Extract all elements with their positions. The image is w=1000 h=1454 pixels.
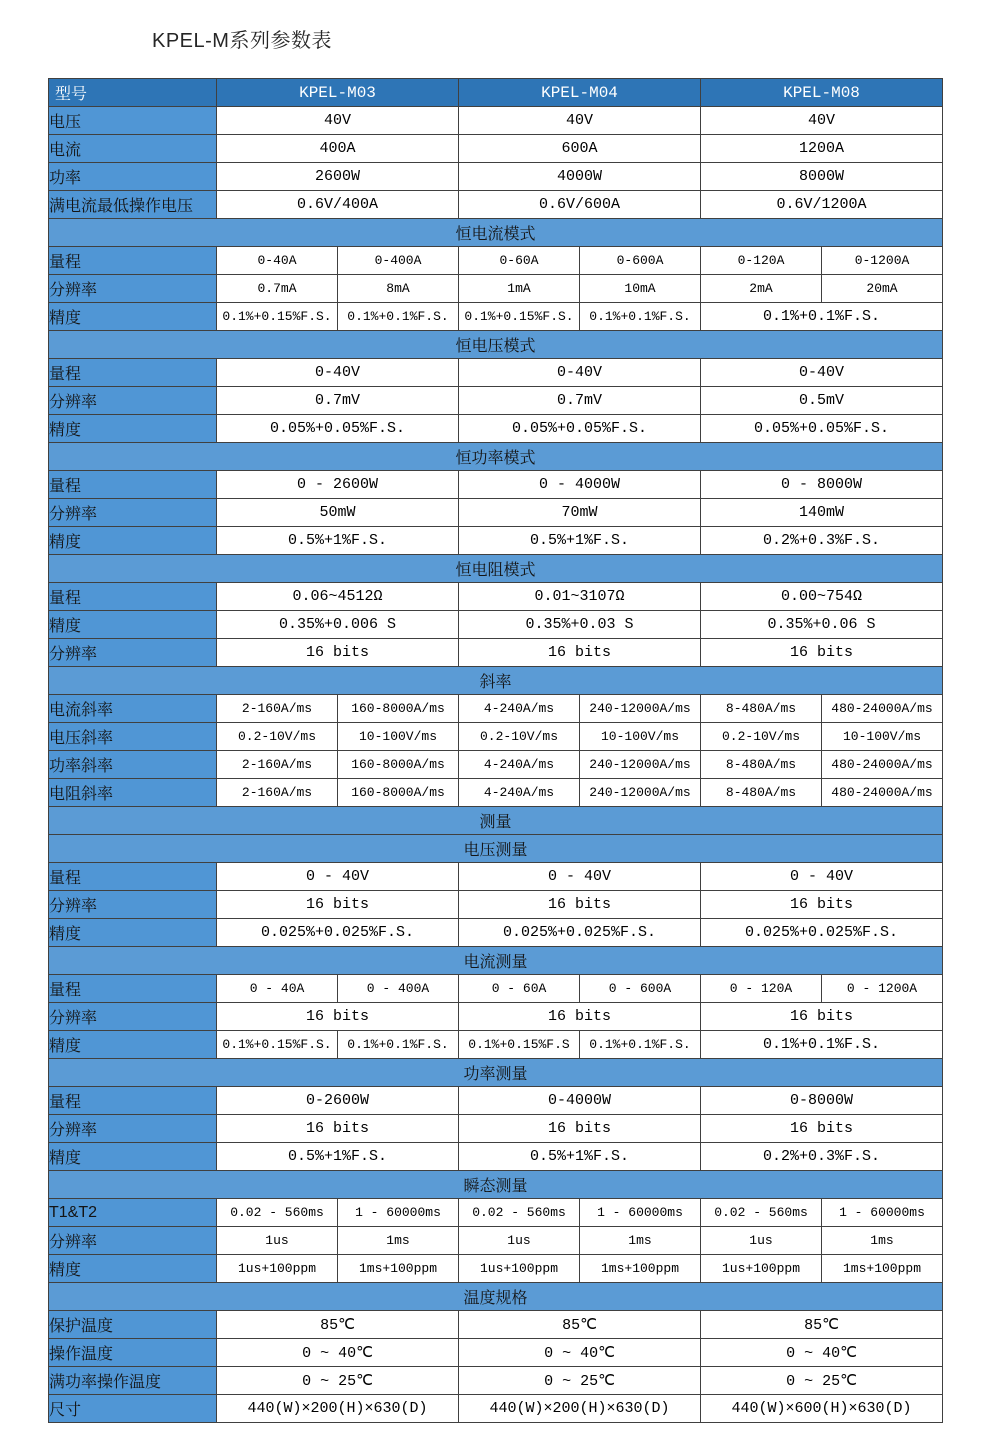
cell-value: 0.7mV bbox=[459, 387, 701, 415]
cell-value: 0 - 120A bbox=[701, 975, 822, 1003]
cell-value: 0.02 - 560ms bbox=[217, 1199, 338, 1227]
cell-value: 0-40V bbox=[459, 359, 701, 387]
table-row bbox=[49, 975, 943, 1003]
table-row bbox=[49, 1395, 943, 1423]
row-label: 电压 bbox=[49, 107, 217, 135]
table-row bbox=[49, 1227, 943, 1255]
cell-value: 20mA bbox=[822, 275, 943, 303]
cell-value: 10-100V/ms bbox=[580, 723, 701, 751]
cell-value: 0.1%+0.15%F.S. bbox=[459, 303, 580, 331]
cell-value: 1us bbox=[217, 1227, 338, 1255]
cell-value: 0-120A bbox=[701, 247, 822, 275]
cell-value: 85℃ bbox=[217, 1311, 459, 1339]
cell-value: 16 bits bbox=[217, 639, 459, 667]
cell-value: 480-24000A/ms bbox=[822, 695, 943, 723]
row-label: 操作温度 bbox=[49, 1339, 217, 1367]
cell-value: 1us+100ppm bbox=[701, 1255, 822, 1283]
cell-value: 1ms+100ppm bbox=[580, 1255, 701, 1283]
cell-value: 0.2-10V/ms bbox=[217, 723, 338, 751]
cell-value: 160-8000A/ms bbox=[338, 779, 459, 807]
section-band: 测量 bbox=[49, 807, 943, 835]
section-band-row bbox=[49, 219, 943, 247]
cell-value: 0.5%+1%F.S. bbox=[217, 1143, 459, 1171]
row-label: 精度 bbox=[49, 611, 217, 639]
table-row bbox=[49, 471, 943, 499]
section-band-row bbox=[49, 835, 943, 863]
header-model-kpel-m04: KPEL-M04 bbox=[459, 79, 701, 107]
table-row bbox=[49, 723, 943, 751]
cell-value: 0.2-10V/ms bbox=[459, 723, 580, 751]
cell-value: 16 bits bbox=[217, 1115, 459, 1143]
table-row bbox=[49, 919, 943, 947]
cell-value: 0.025%+0.025%F.S. bbox=[701, 919, 943, 947]
table-row bbox=[49, 247, 943, 275]
cell-value: 0 ~ 40℃ bbox=[701, 1339, 943, 1367]
table-row bbox=[49, 415, 943, 443]
table-row bbox=[49, 751, 943, 779]
table-row bbox=[49, 1311, 943, 1339]
cell-value: 16 bits bbox=[217, 891, 459, 919]
row-label: 分辨率 bbox=[49, 891, 217, 919]
table-body bbox=[49, 107, 943, 1423]
row-label: 量程 bbox=[49, 863, 217, 891]
cell-value: 16 bits bbox=[217, 1003, 459, 1031]
section-band-row bbox=[49, 443, 943, 471]
header-model-column-label: 型号 bbox=[49, 79, 217, 107]
cell-value: 0.05%+0.05%F.S. bbox=[701, 415, 943, 443]
row-label: T1&T2 bbox=[49, 1199, 217, 1227]
table-row bbox=[49, 527, 943, 555]
section-band: 瞬态测量 bbox=[49, 1171, 943, 1199]
row-label: 量程 bbox=[49, 471, 217, 499]
cell-value: 40V bbox=[701, 107, 943, 135]
cell-value: 0.025%+0.025%F.S. bbox=[459, 919, 701, 947]
cell-value: 1ms+100ppm bbox=[338, 1255, 459, 1283]
cell-value: 0.1%+0.1%F.S. bbox=[338, 303, 459, 331]
cell-value: 440(W)×200(H)×630(D) bbox=[217, 1395, 459, 1423]
cell-value: 0.1%+0.15%F.S. bbox=[217, 303, 338, 331]
cell-value: 16 bits bbox=[701, 1003, 943, 1031]
table-row bbox=[49, 891, 943, 919]
section-band-row bbox=[49, 947, 943, 975]
cell-value: 1 - 60000ms bbox=[822, 1199, 943, 1227]
row-label: 精度 bbox=[49, 919, 217, 947]
cell-value: 8-480A/ms bbox=[701, 751, 822, 779]
row-label: 量程 bbox=[49, 583, 217, 611]
cell-value: 0 ~ 25℃ bbox=[217, 1367, 459, 1395]
section-band: 斜率 bbox=[49, 667, 943, 695]
section-band: 电流测量 bbox=[49, 947, 943, 975]
table-row bbox=[49, 359, 943, 387]
row-label: 电阻斜率 bbox=[49, 779, 217, 807]
row-label: 精度 bbox=[49, 415, 217, 443]
cell-value: 0.1%+0.1%F.S. bbox=[580, 303, 701, 331]
cell-value: 85℃ bbox=[701, 1311, 943, 1339]
section-band-row bbox=[49, 1059, 943, 1087]
cell-value: 0-40V bbox=[217, 359, 459, 387]
table-row bbox=[49, 1255, 943, 1283]
table-row bbox=[49, 135, 943, 163]
cell-value: 1ms bbox=[338, 1227, 459, 1255]
cell-value: 1ms+100ppm bbox=[822, 1255, 943, 1283]
cell-value: 1mA bbox=[459, 275, 580, 303]
cell-value: 8-480A/ms bbox=[701, 779, 822, 807]
cell-value: 0.00~754Ω bbox=[701, 583, 943, 611]
cell-value: 1200A bbox=[701, 135, 943, 163]
cell-value: 0.2%+0.3%F.S. bbox=[701, 1143, 943, 1171]
cell-value: 0.2-10V/ms bbox=[701, 723, 822, 751]
cell-value: 0.05%+0.05%F.S. bbox=[459, 415, 701, 443]
cell-value: 480-24000A/ms bbox=[822, 779, 943, 807]
section-band: 温度规格 bbox=[49, 1283, 943, 1311]
cell-value: 0-400A bbox=[338, 247, 459, 275]
cell-value: 240-12000A/ms bbox=[580, 751, 701, 779]
cell-value: 140mW bbox=[701, 499, 943, 527]
cell-value: 0 - 60A bbox=[459, 975, 580, 1003]
table-row bbox=[49, 1003, 943, 1031]
table-row bbox=[49, 387, 943, 415]
page-title: KPEL-M系列参数表 bbox=[152, 30, 332, 52]
cell-value: 50mW bbox=[217, 499, 459, 527]
table-row bbox=[49, 1115, 943, 1143]
section-band-row bbox=[49, 555, 943, 583]
cell-value: 0.7mA bbox=[217, 275, 338, 303]
cell-value: 0 - 40A bbox=[217, 975, 338, 1003]
cell-value: 600A bbox=[459, 135, 701, 163]
cell-value: 0.6V/1200A bbox=[701, 191, 943, 219]
cell-value: 0.025%+0.025%F.S. bbox=[217, 919, 459, 947]
section-band: 恒功率模式 bbox=[49, 443, 943, 471]
cell-value: 4-240A/ms bbox=[459, 695, 580, 723]
cell-value: 16 bits bbox=[459, 891, 701, 919]
row-label: 量程 bbox=[49, 975, 217, 1003]
cell-value: 16 bits bbox=[459, 1003, 701, 1031]
table-row bbox=[49, 779, 943, 807]
cell-value: 1ms bbox=[822, 1227, 943, 1255]
cell-value: 0-40A bbox=[217, 247, 338, 275]
cell-value: 0.05%+0.05%F.S. bbox=[217, 415, 459, 443]
cell-value: 16 bits bbox=[459, 639, 701, 667]
cell-value: 0.35%+0.006 S bbox=[217, 611, 459, 639]
cell-value: 1ms bbox=[580, 1227, 701, 1255]
row-label: 满电流最低操作电压 bbox=[49, 191, 217, 219]
cell-value: 2600W bbox=[217, 163, 459, 191]
section-band: 恒电压模式 bbox=[49, 331, 943, 359]
cell-value: 0 ~ 40℃ bbox=[217, 1339, 459, 1367]
table-row bbox=[49, 1143, 943, 1171]
cell-value: 400A bbox=[217, 135, 459, 163]
table-row bbox=[49, 107, 943, 135]
table-row bbox=[49, 275, 943, 303]
section-band: 电压测量 bbox=[49, 835, 943, 863]
cell-value: 40V bbox=[217, 107, 459, 135]
cell-value: 8000W bbox=[701, 163, 943, 191]
table-row bbox=[49, 1087, 943, 1115]
cell-value: 1us bbox=[459, 1227, 580, 1255]
cell-value: 0.5%+1%F.S. bbox=[217, 527, 459, 555]
cell-value: 1us bbox=[701, 1227, 822, 1255]
cell-value: 0.6V/600A bbox=[459, 191, 701, 219]
cell-value: 4-240A/ms bbox=[459, 779, 580, 807]
row-label: 分辨率 bbox=[49, 387, 217, 415]
section-band: 功率测量 bbox=[49, 1059, 943, 1087]
cell-value: 0-1200A bbox=[822, 247, 943, 275]
row-label: 精度 bbox=[49, 1143, 217, 1171]
cell-value: 0.1%+0.1%F.S. bbox=[701, 1031, 943, 1059]
cell-value: 160-8000A/ms bbox=[338, 695, 459, 723]
cell-value: 0 ~ 40℃ bbox=[459, 1339, 701, 1367]
cell-value: 1us+100ppm bbox=[217, 1255, 338, 1283]
header-model-kpel-m03: KPEL-M03 bbox=[217, 79, 459, 107]
cell-value: 16 bits bbox=[701, 891, 943, 919]
cell-value: 0-8000W bbox=[701, 1087, 943, 1115]
cell-value: 0-60A bbox=[459, 247, 580, 275]
cell-value: 2mA bbox=[701, 275, 822, 303]
cell-value: 0.5%+1%F.S. bbox=[459, 1143, 701, 1171]
cell-value: 8-480A/ms bbox=[701, 695, 822, 723]
cell-value: 10mA bbox=[580, 275, 701, 303]
cell-value: 0.6V/400A bbox=[217, 191, 459, 219]
cell-value: 0 - 8000W bbox=[701, 471, 943, 499]
row-label: 尺寸 bbox=[49, 1395, 217, 1423]
cell-value: 0.02 - 560ms bbox=[701, 1199, 822, 1227]
cell-value: 16 bits bbox=[701, 1115, 943, 1143]
cell-value: 240-12000A/ms bbox=[580, 779, 701, 807]
row-label: 满功率操作温度 bbox=[49, 1367, 217, 1395]
table-row bbox=[49, 863, 943, 891]
cell-value: 480-24000A/ms bbox=[822, 751, 943, 779]
section-band: 恒电阻模式 bbox=[49, 555, 943, 583]
table-row bbox=[49, 499, 943, 527]
section-band-row bbox=[49, 1283, 943, 1311]
cell-value: 4000W bbox=[459, 163, 701, 191]
table-row bbox=[49, 611, 943, 639]
cell-value: 0 - 1200A bbox=[822, 975, 943, 1003]
row-label: 精度 bbox=[49, 1031, 217, 1059]
cell-value: 0 - 4000W bbox=[459, 471, 701, 499]
cell-value: 0 ~ 25℃ bbox=[459, 1367, 701, 1395]
section-band-row bbox=[49, 807, 943, 835]
cell-value: 40V bbox=[459, 107, 701, 135]
row-label: 量程 bbox=[49, 359, 217, 387]
cell-value: 440(W)×200(H)×630(D) bbox=[459, 1395, 701, 1423]
row-label: 电流斜率 bbox=[49, 695, 217, 723]
spec-table bbox=[48, 78, 943, 1423]
cell-value: 70mW bbox=[459, 499, 701, 527]
cell-value: 0 - 2600W bbox=[217, 471, 459, 499]
cell-value: 1 - 60000ms bbox=[338, 1199, 459, 1227]
cell-value: 0.2%+0.3%F.S. bbox=[701, 527, 943, 555]
cell-value: 2-160A/ms bbox=[217, 779, 338, 807]
section-band-row bbox=[49, 667, 943, 695]
cell-value: 0.1%+0.15%F.S bbox=[459, 1031, 580, 1059]
cell-value: 0.06~4512Ω bbox=[217, 583, 459, 611]
cell-value: 10-100V/ms bbox=[822, 723, 943, 751]
table-row bbox=[49, 303, 943, 331]
table-row bbox=[49, 695, 943, 723]
row-label: 分辨率 bbox=[49, 1227, 217, 1255]
cell-value: 0.1%+0.1%F.S. bbox=[701, 303, 943, 331]
row-label: 电流 bbox=[49, 135, 217, 163]
cell-value: 0.35%+0.03 S bbox=[459, 611, 701, 639]
cell-value: 0 - 40V bbox=[459, 863, 701, 891]
cell-value: 0 - 40V bbox=[217, 863, 459, 891]
cell-value: 2-160A/ms bbox=[217, 751, 338, 779]
cell-value: 1us+100ppm bbox=[459, 1255, 580, 1283]
cell-value: 2-160A/ms bbox=[217, 695, 338, 723]
row-label: 功率 bbox=[49, 163, 217, 191]
cell-value: 0.35%+0.06 S bbox=[701, 611, 943, 639]
table-row bbox=[49, 583, 943, 611]
cell-value: 0.02 - 560ms bbox=[459, 1199, 580, 1227]
table-row bbox=[49, 1031, 943, 1059]
cell-value: 0.1%+0.1%F.S. bbox=[338, 1031, 459, 1059]
row-label: 分辨率 bbox=[49, 1003, 217, 1031]
row-label: 分辨率 bbox=[49, 639, 217, 667]
table-row bbox=[49, 1199, 943, 1227]
row-label: 保护温度 bbox=[49, 1311, 217, 1339]
cell-value: 0 ~ 25℃ bbox=[701, 1367, 943, 1395]
table-header-row bbox=[49, 79, 943, 107]
table-row bbox=[49, 191, 943, 219]
row-label: 精度 bbox=[49, 1255, 217, 1283]
cell-value: 0.1%+0.1%F.S. bbox=[580, 1031, 701, 1059]
row-label: 精度 bbox=[49, 303, 217, 331]
cell-value: 0 - 400A bbox=[338, 975, 459, 1003]
cell-value: 0-40V bbox=[701, 359, 943, 387]
cell-value: 0-2600W bbox=[217, 1087, 459, 1115]
table-row bbox=[49, 163, 943, 191]
cell-value: 16 bits bbox=[459, 1115, 701, 1143]
cell-value: 0 - 600A bbox=[580, 975, 701, 1003]
cell-value: 0 - 40V bbox=[701, 863, 943, 891]
row-label: 电压斜率 bbox=[49, 723, 217, 751]
cell-value: 0-4000W bbox=[459, 1087, 701, 1115]
row-label: 量程 bbox=[49, 247, 217, 275]
table-row bbox=[49, 639, 943, 667]
cell-value: 16 bits bbox=[701, 639, 943, 667]
section-band-row bbox=[49, 1171, 943, 1199]
table-row bbox=[49, 1367, 943, 1395]
cell-value: 0.5%+1%F.S. bbox=[459, 527, 701, 555]
header-model-kpel-m08: KPEL-M08 bbox=[701, 79, 943, 107]
row-label: 精度 bbox=[49, 527, 217, 555]
cell-value: 8mA bbox=[338, 275, 459, 303]
cell-value: 0.7mV bbox=[217, 387, 459, 415]
row-label: 分辨率 bbox=[49, 275, 217, 303]
cell-value: 240-12000A/ms bbox=[580, 695, 701, 723]
cell-value: 1 - 60000ms bbox=[580, 1199, 701, 1227]
row-label: 量程 bbox=[49, 1087, 217, 1115]
cell-value: 4-240A/ms bbox=[459, 751, 580, 779]
row-label: 分辨率 bbox=[49, 499, 217, 527]
cell-value: 85℃ bbox=[459, 1311, 701, 1339]
cell-value: 0.01~3107Ω bbox=[459, 583, 701, 611]
cell-value: 440(W)×600(H)×630(D) bbox=[701, 1395, 943, 1423]
section-band: 恒电流模式 bbox=[49, 219, 943, 247]
cell-value: 0-600A bbox=[580, 247, 701, 275]
row-label: 功率斜率 bbox=[49, 751, 217, 779]
cell-value: 0.1%+0.15%F.S. bbox=[217, 1031, 338, 1059]
cell-value: 0.5mV bbox=[701, 387, 943, 415]
section-band-row bbox=[49, 331, 943, 359]
cell-value: 160-8000A/ms bbox=[338, 751, 459, 779]
table-row bbox=[49, 1339, 943, 1367]
row-label: 分辨率 bbox=[49, 1115, 217, 1143]
cell-value: 10-100V/ms bbox=[338, 723, 459, 751]
